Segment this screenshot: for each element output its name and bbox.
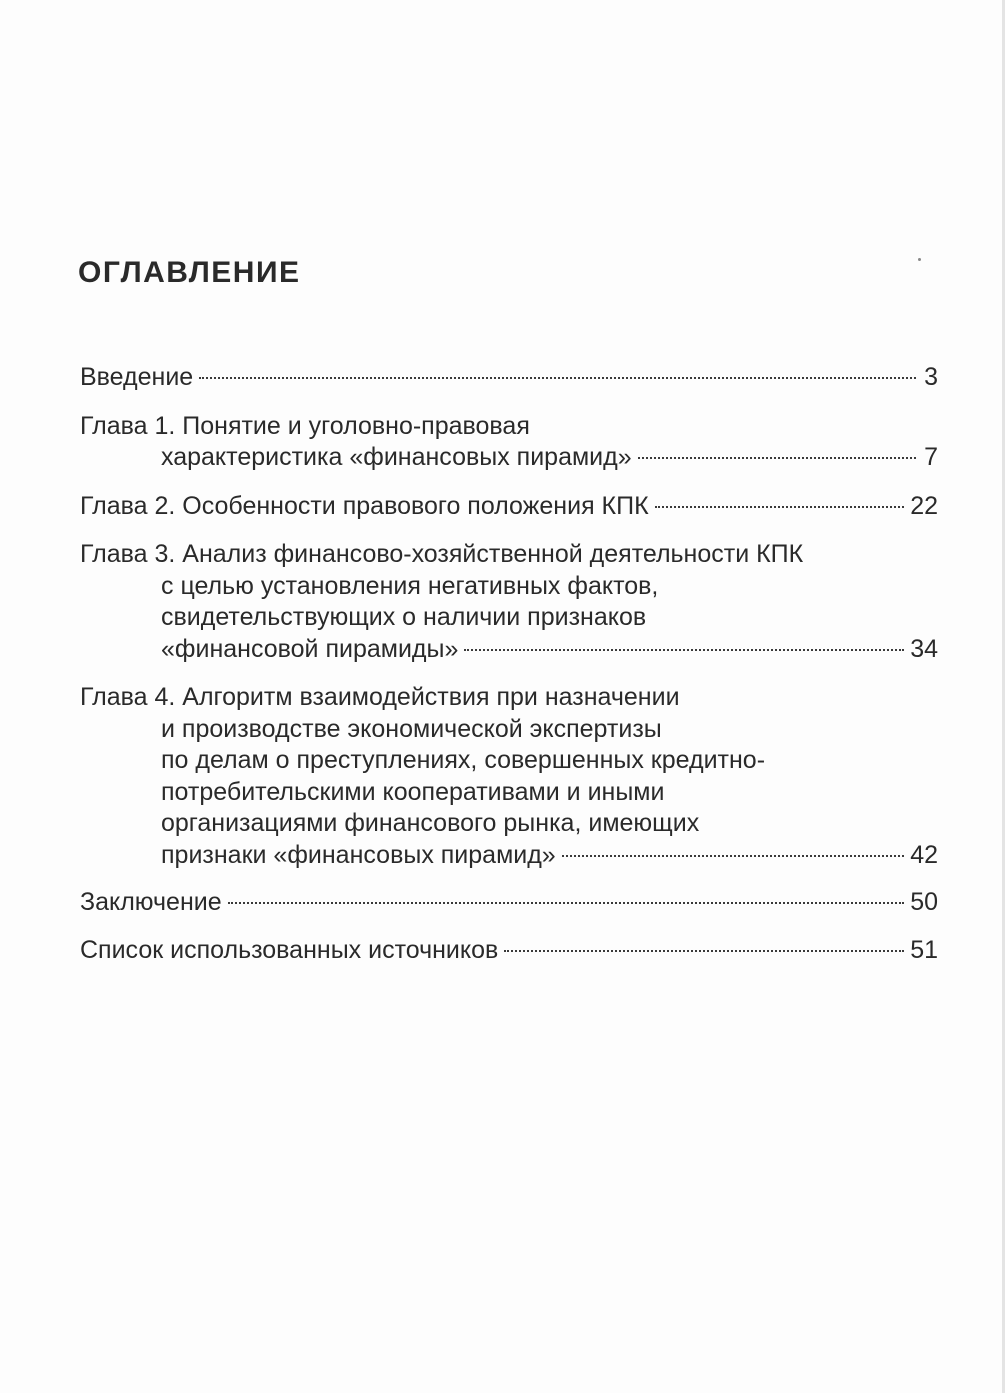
toc-page-number: 34 [910, 634, 938, 663]
toc-page-number: 3 [924, 363, 938, 391]
toc-page-number: 22 [910, 491, 938, 520]
toc-entry-title: Список использованных источников [80, 935, 499, 964]
toc-entry-chapter-1[interactable] [80, 411, 938, 474]
toc-entry-title-continued: организациями финансового рынка, имеющих [161, 809, 700, 837]
print-speck [918, 258, 921, 261]
toc-entry-title-continued: с целью установления негативных фактов, [161, 571, 659, 600]
toc-entry-title: Глава 2. Особенности правового положения КПК [80, 491, 649, 520]
toc-entry-title-continued: свидетельствующих о наличии признаков [161, 603, 647, 631]
dot-leader [562, 855, 904, 857]
toc-page-number: 51 [910, 935, 938, 964]
toc-entry-introduction[interactable] [80, 362, 938, 394]
toc-entry-title-continued: по делам о преступлениях, совершенных кредитно- [161, 746, 766, 774]
dot-leader [228, 902, 905, 904]
toc-entry-title-continued: потребительскими кооперативами и иными [161, 777, 665, 806]
toc-entry-chapter-2[interactable] [80, 491, 938, 523]
toc-entry-title-continued: характеристика «финансовых пирамид» [161, 443, 632, 471]
toc-entry-title-continued: и производстве экономической экспертизы [161, 714, 662, 743]
toc-heading: ОГЛАВЛЕНИЕ [78, 256, 301, 289]
toc-entry-title-continued: «финансовой пирамиды» [161, 634, 459, 663]
dot-leader [464, 649, 904, 651]
dot-leader [638, 457, 916, 459]
toc-entry-references[interactable] [80, 935, 938, 967]
toc-entry-title: Глава 1. Понятие и уголовно-правовая [80, 411, 530, 440]
toc-entry-title: Глава 4. Алгоритм взаимодействия при назначении [80, 683, 680, 711]
toc-entry-title-continued: признаки «финансовых пирамид» [161, 840, 556, 869]
dot-leader [199, 377, 916, 379]
table-of-contents [80, 362, 938, 983]
toc-entry-conclusion[interactable] [80, 887, 938, 919]
toc-entry-title: Глава 3. Анализ финансово-хозяйственной деятельности КПК [80, 540, 804, 568]
toc-entry-chapter-3[interactable] [80, 539, 938, 665]
dot-leader [655, 506, 905, 508]
toc-entry-title: Введение [80, 363, 194, 391]
toc-entry-title: Заключение [80, 888, 222, 916]
toc-page-number: 7 [924, 443, 938, 471]
toc-page-number: 50 [910, 888, 938, 916]
dot-leader [504, 950, 904, 952]
toc-page-number: 42 [910, 840, 938, 869]
toc-entry-chapter-4[interactable] [80, 682, 938, 871]
